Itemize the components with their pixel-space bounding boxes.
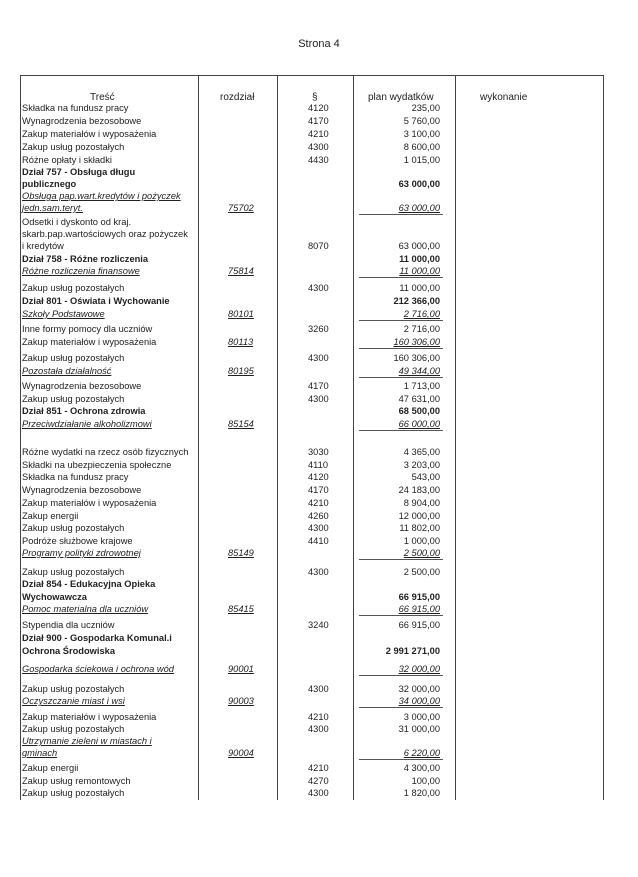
subsection-row	[0, 603, 638, 615]
row-tresc: Różne wydatki na rzecz osób fizycznych	[22, 447, 189, 457]
row-paragraf: 4170	[308, 381, 329, 391]
subsection-row	[0, 265, 638, 277]
subsection-row	[0, 663, 638, 675]
row-amount: 8 904,00	[403, 498, 440, 508]
subsection-row	[0, 547, 638, 559]
table-row	[0, 282, 638, 294]
row-amount: 11 802,00	[399, 523, 440, 533]
row-paragraf: 4300	[308, 724, 329, 734]
subsection-underline	[359, 615, 443, 616]
row-paragraf: 4300	[308, 788, 329, 798]
column-header-wykonanie: wykonanie	[480, 92, 528, 103]
row-tresc: Zakup materiałów i wyposażenia	[22, 337, 157, 347]
row-rozdzial: 85154	[228, 419, 254, 429]
row-tresc: Wynagrodzenia bezosobowe	[22, 485, 142, 495]
row-paragraf: 4110	[308, 460, 328, 470]
section-row	[0, 295, 638, 307]
row-tresc: Zakup usług pozostałych	[22, 394, 125, 404]
row-tresc: Odsetki i dyskonto od kraj.	[22, 217, 132, 227]
subsection-title: Pomoc materialna dla uczniów	[22, 604, 149, 614]
row-tresc: Składka na fundusz pracy	[22, 472, 129, 482]
row-amount: 66 915,00	[398, 620, 440, 630]
row-tresc: Zakup usług pozostałych	[22, 724, 125, 734]
row-rozdzial: 90004	[228, 748, 254, 758]
subsection-title: Programy polityki zdrowotnej	[22, 548, 141, 558]
table-row	[0, 522, 638, 534]
section-title: Dział 757 - Obsługa długu	[22, 167, 136, 177]
table-row	[0, 141, 638, 153]
subsection-title: Szkoły Podstawowe	[22, 309, 105, 319]
row-paragraf: 3030	[308, 447, 329, 457]
row-paragraf: 4300	[308, 394, 329, 404]
subsection-underline	[359, 214, 443, 215]
row-tresc: Zakup materiałów i wyposażenia	[22, 498, 157, 508]
table-row	[0, 723, 638, 735]
subsection-row	[0, 695, 638, 707]
column-header-plan: plan wydatków	[368, 92, 434, 103]
row-paragraf: 4210	[308, 712, 329, 722]
row-tresc: Składka na fundusz pracy	[22, 103, 129, 113]
subsection-title: Utrzymanie zieleni w miastach i	[22, 736, 152, 746]
row-amount: 47 631,00	[398, 394, 440, 404]
subsection-amount: 2 500,00	[403, 548, 440, 558]
table-row	[0, 619, 638, 631]
row-rozdzial: 90003	[228, 696, 254, 706]
row-rozdzial: 90001	[228, 664, 254, 674]
section-title: Dział 758 - Różne rozliczenia	[22, 254, 149, 264]
row-amount: 11 000,00	[399, 283, 440, 293]
table-row	[0, 352, 638, 364]
subsection-title: Gospodarka ściekowa i ochrona wód	[22, 664, 174, 674]
row-tresc: Zakup usług pozostałych	[22, 283, 125, 293]
section-amount: 212 366,00	[393, 296, 440, 306]
subsection-underline	[359, 348, 443, 349]
subsection-amount: 63 000,00	[398, 203, 440, 213]
row-tresc: Zakup usług remontowych	[22, 776, 131, 786]
subsection-amount: 66 915,00	[398, 604, 440, 614]
table-row	[0, 762, 638, 774]
section-row	[0, 645, 638, 657]
section-amount: 11 000,00	[399, 254, 440, 264]
subsection-title: Obsługa pap.wart.kredytów i pożyczek	[22, 191, 181, 201]
section-row	[0, 178, 638, 190]
subsection-underline	[359, 430, 443, 431]
page-header: Strona 4	[298, 38, 340, 50]
row-rozdzial: 85149	[228, 548, 254, 558]
table-row	[0, 566, 638, 578]
subsection-title: Przeciwdziałanie alkoholizmowi	[22, 419, 152, 429]
section-row	[0, 578, 638, 590]
row-rozdzial: 75814	[228, 266, 254, 276]
row-amount: 2 716,00	[403, 324, 440, 334]
row-paragraf: 4170	[308, 485, 329, 495]
row-amount: 1 000,00	[403, 536, 440, 546]
table-row	[0, 711, 638, 723]
section-row	[0, 632, 638, 644]
column-header-paragraf: §	[312, 92, 318, 103]
subsection-amount: 32 000,00	[398, 664, 440, 674]
subsection-underline	[359, 377, 443, 378]
subsection-underline	[359, 759, 443, 760]
row-tresc: Wynagrodzenia bezosobowe	[22, 381, 142, 391]
subsection-underline	[359, 559, 443, 560]
column-header-rozdzial: rozdział	[220, 92, 255, 103]
row-amount: 160 306,00	[393, 353, 440, 363]
table-row	[0, 775, 638, 787]
subsection-row	[0, 418, 638, 430]
row-tresc: i kredytów	[22, 241, 64, 251]
subsection-row	[0, 202, 638, 214]
row-paragraf: 4120	[308, 472, 329, 482]
table-row	[0, 216, 638, 228]
subsection-amount: 160 306,00	[393, 337, 440, 347]
row-paragraf: 4270	[308, 776, 329, 786]
section-title: Ochrona Środowiska	[22, 646, 115, 656]
row-tresc: Zakup energii	[22, 511, 79, 521]
subsection-row	[0, 308, 638, 320]
section-amount: 66 915,00	[398, 592, 440, 602]
section-title: Dział 854 - Edukacyjna Opieka	[22, 579, 156, 589]
row-tresc: Stypendia dla uczniów	[22, 620, 115, 630]
row-rozdzial: 80113	[228, 337, 254, 347]
row-amount: 3 203,00	[403, 460, 440, 470]
row-tresc: Zakup usług pozostałych	[22, 684, 125, 694]
row-tresc: Zakup usług pozostałych	[22, 353, 125, 363]
table-row	[0, 787, 638, 799]
row-amount: 32 000,00	[398, 684, 440, 694]
table-row	[0, 228, 638, 240]
table-row	[0, 115, 638, 127]
table-row	[0, 510, 638, 522]
row-tresc: Zakup usług pozostałych	[22, 523, 125, 533]
row-paragraf: 4430	[308, 155, 329, 165]
subsection-amount: 34 000,00	[398, 696, 440, 706]
table-row	[0, 154, 638, 166]
row-tresc: Składki na ubezpieczenia społeczne	[22, 460, 172, 470]
row-tresc: Podróże służbowe krajowe	[22, 536, 133, 546]
section-title: publicznego	[22, 179, 77, 189]
row-amount: 5 760,00	[403, 116, 440, 126]
row-paragraf: 3240	[308, 620, 329, 630]
table-row	[0, 102, 638, 114]
section-title: Dział 851 - Ochrona zdrowia	[22, 406, 146, 416]
row-paragraf: 4210	[308, 129, 329, 139]
subsection-underline	[359, 675, 443, 676]
row-paragraf: 8070	[308, 241, 329, 251]
row-paragraf: 4300	[308, 353, 329, 363]
section-title: Wychowawcza	[22, 592, 87, 602]
row-paragraf: 4410	[308, 536, 329, 546]
row-rozdzial: 75702	[228, 203, 254, 213]
subsection-amount: 66 000,00	[398, 419, 440, 429]
row-amount: 3 000,00	[403, 712, 440, 722]
row-amount: 31 000,00	[398, 724, 440, 734]
row-amount: 1 015,00	[403, 155, 440, 165]
row-paragraf: 4120	[308, 103, 329, 113]
row-tresc: Wynagrodzenia bezosobowe	[22, 116, 142, 126]
subsection-row	[0, 336, 638, 348]
row-amount: 24 183,00	[398, 485, 440, 495]
row-amount: 4 300,00	[403, 763, 440, 773]
section-title: Dział 900 - Gospodarka Komunal.i	[22, 633, 172, 643]
table-row	[0, 446, 638, 458]
subsection-amount: 6 220,00	[403, 748, 440, 758]
subsection-title: jedn.sam.teryt.	[22, 203, 83, 213]
subsection-amount: 11 000,00	[399, 266, 440, 276]
row-tresc: Inne formy pomocy dla uczniów	[22, 324, 153, 334]
row-paragraf: 4210	[308, 498, 329, 508]
row-paragraf: 4300	[308, 684, 329, 694]
subsection-underline	[359, 707, 443, 708]
row-amount: 1 713,00	[403, 381, 440, 391]
row-amount: 63 000,00	[398, 241, 440, 251]
row-tresc: Zakup usług pozostałych	[22, 567, 125, 577]
subsection-title: gminach	[22, 748, 58, 758]
row-rozdzial: 80101	[228, 309, 254, 319]
row-paragraf: 4300	[308, 142, 329, 152]
row-amount: 1 820,00	[403, 788, 440, 798]
row-paragraf: 4170	[308, 116, 329, 126]
row-paragraf: 4210	[308, 763, 329, 773]
subsection-title: Różne rozliczenia finansowe	[22, 266, 140, 276]
table-row	[0, 323, 638, 335]
row-amount: 2 500,00	[403, 567, 440, 577]
subsection-row	[0, 190, 638, 202]
table-row	[0, 128, 638, 140]
row-rozdzial: 85415	[228, 604, 254, 614]
table-row	[0, 393, 638, 405]
row-amount: 4 365,00	[403, 447, 440, 457]
row-tresc: Zakup energii	[22, 763, 79, 773]
row-amount: 543,00	[411, 472, 440, 482]
row-tresc: Zakup usług pozostałych	[22, 788, 125, 798]
section-row	[0, 591, 638, 603]
subsection-underline	[359, 277, 443, 278]
row-tresc: skarb.pap.wartościowych oraz pożyczek	[22, 229, 188, 239]
table-row	[0, 240, 638, 252]
row-amount: 3 100,00	[403, 129, 440, 139]
row-amount: 235,00	[411, 103, 440, 113]
row-paragraf: 3260	[308, 324, 329, 334]
subsection-row	[0, 365, 638, 377]
table-row	[0, 535, 638, 547]
section-row	[0, 253, 638, 265]
row-tresc: Różne opłaty i składki	[22, 155, 112, 165]
row-amount: 8 600,00	[403, 142, 440, 152]
section-row	[0, 405, 638, 417]
row-paragraf: 4260	[308, 511, 329, 521]
row-paragraf: 4300	[308, 283, 329, 293]
table-row	[0, 459, 638, 471]
row-paragraf: 4300	[308, 523, 329, 533]
subsection-title: Oczyszczanie miast i wsi	[22, 696, 125, 706]
table-row	[0, 471, 638, 483]
row-tresc: Zakup materiałów i wyposażenia	[22, 712, 157, 722]
table-top-border	[20, 75, 603, 76]
table-row	[0, 484, 638, 496]
subsection-row	[0, 747, 638, 759]
subsection-row	[0, 735, 638, 747]
subsection-title: Pozostała działalność	[22, 366, 112, 376]
row-amount: 12 000,00	[398, 511, 440, 521]
row-tresc: Zakup usług pozostałych	[22, 142, 125, 152]
row-rozdzial: 80195	[228, 366, 254, 376]
table-row	[0, 380, 638, 392]
row-tresc: Zakup materiałów i wyposażenia	[22, 129, 157, 139]
column-header-tresc: Treść	[90, 92, 115, 103]
section-amount: 2 991 271,00	[385, 646, 440, 656]
section-row	[0, 166, 638, 178]
subsection-underline	[359, 320, 443, 321]
subsection-amount: 49 344,00	[398, 366, 440, 376]
section-amount: 68 500,00	[398, 406, 440, 416]
section-title: Dział 801 - Oświata i Wychowanie	[22, 296, 170, 306]
section-amount: 63 000,00	[398, 179, 440, 189]
row-paragraf: 4300	[308, 567, 329, 577]
subsection-amount: 2 716,00	[403, 309, 440, 319]
row-amount: 100,00	[411, 776, 440, 786]
table-row	[0, 497, 638, 509]
table-row	[0, 683, 638, 695]
